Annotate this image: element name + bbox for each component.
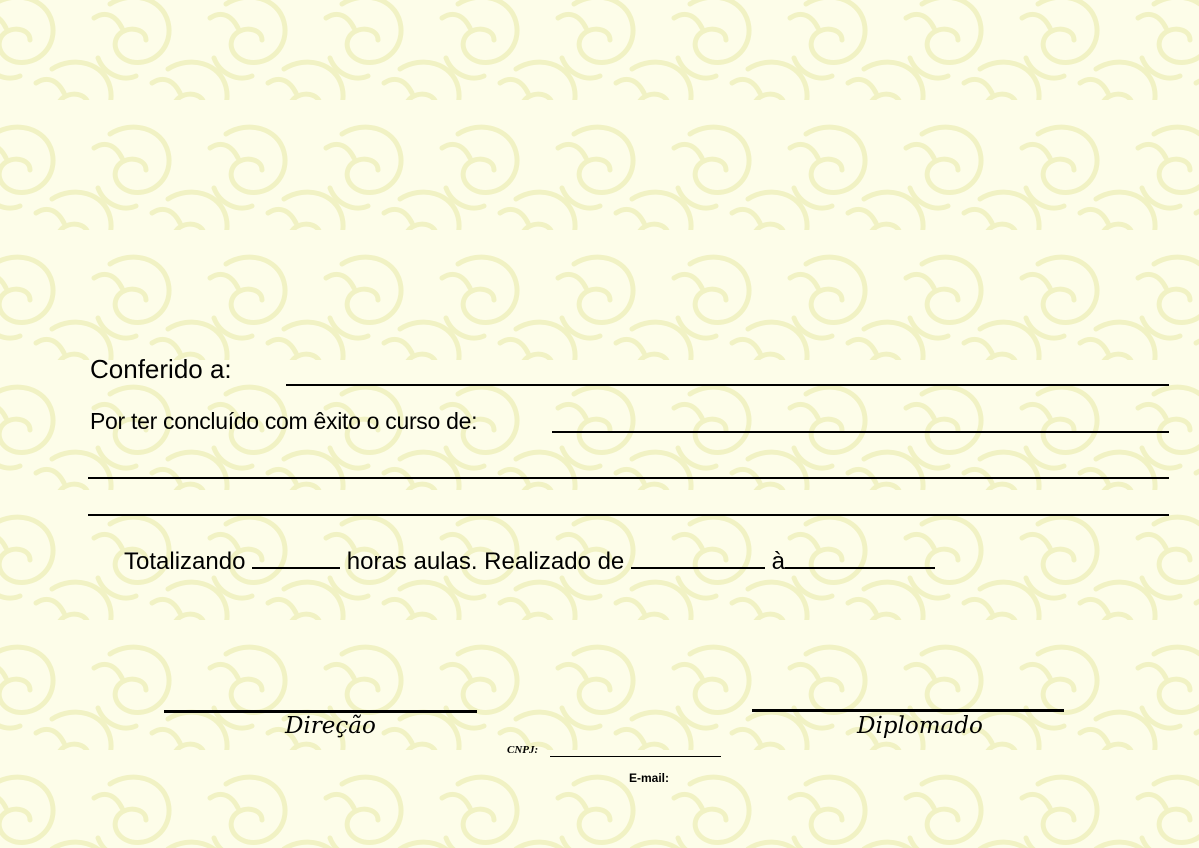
hours-prefix: Totalizando [124,548,246,575]
graduate-signature-line [752,709,1064,712]
conferred-label: Conferido a: [90,354,232,384]
graduate-signature-label: Diplomado [857,713,983,739]
hours-sentence [124,548,935,576]
start-date-blank [631,549,765,569]
hours-middle: horas aulas. Realizado de [346,548,625,575]
course-continuation-line-2 [88,514,1169,516]
email-label: E-mail: [629,771,670,785]
cnpj-label: CNPJ: [507,744,539,756]
course-label: Por ter concluído com êxito o curso de: [90,408,478,434]
course-continuation-line-1 [88,477,1169,479]
end-date-blank [785,549,935,569]
course-name-line [552,431,1169,433]
direction-signature-label: Direção [285,713,376,739]
hours-blank [252,549,340,569]
cnpj-line [550,756,721,757]
cnpj-row [507,744,538,756]
recipient-name-line [286,384,1169,386]
hours-to: à [771,548,785,575]
